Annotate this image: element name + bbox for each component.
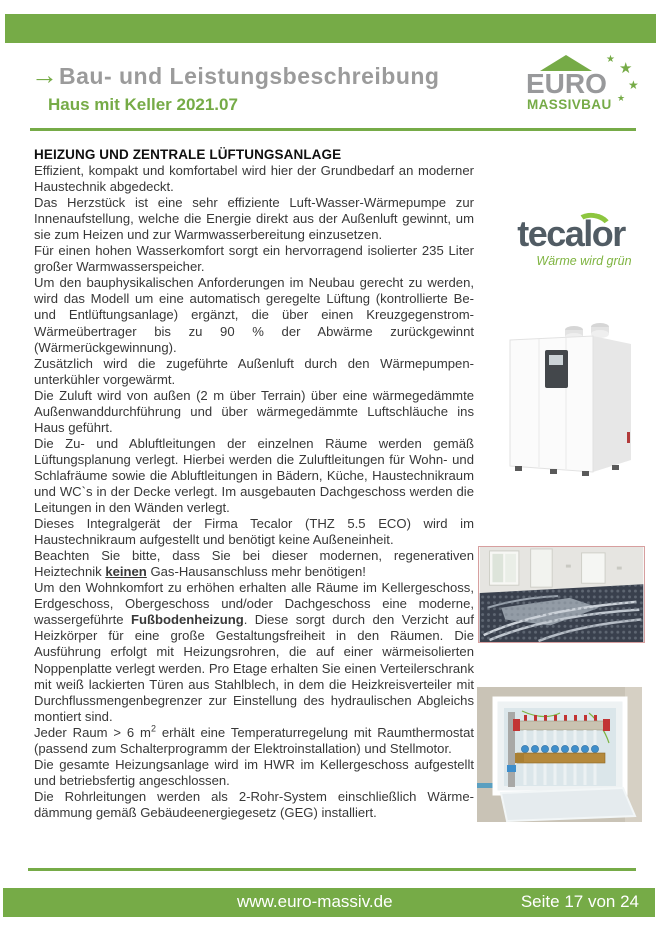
footer-divider: [28, 868, 636, 871]
heat-pump-illustration: [500, 318, 642, 486]
tecalor-wordmark: [517, 213, 625, 254]
tecalor-logo: [496, 213, 646, 268]
text-run: Die Zuluft wird von außen (2 m über Terrain) über eine wärmegedämmte Außenwanddurchführung und über wärmegedämmte Luftschläuche ins Haus geführt.: [34, 387, 474, 435]
paragraph: [34, 195, 474, 243]
paragraph: [34, 757, 474, 789]
title-line: [31, 60, 439, 91]
text-run: Gas-Hausanschluss mehr benötigen!: [146, 564, 366, 580]
paragraph: [34, 275, 474, 355]
header-divider: [30, 128, 636, 131]
page-title: Bau- und Leistungsbeschreibung: [59, 63, 440, 89]
text-run: Die Zu- und Abluftleitungen der einzelnen Räume werden gemäß Lüftungsplanung verlegt. Hierbei werden die Zuluftleitungen für Wohn- und Schlafräume sowie die Abluftleitungen in Bädern, Küche, Haustechnikraum und WC`s in der Decke verlegt. Im ausgebauten Dachgeschoss werden die Leitungen in den Wänden verlegt.: [34, 435, 474, 516]
star-icon: ★: [628, 78, 639, 92]
text-run: Dieses Integralgerät der Firma Tecalor (THZ 5.5 ECO) wird im Haustechnikraum aufgestellt und benötigt keine Außeneinheit.: [34, 516, 474, 548]
text-run: Das Herzstück ist eine sehr effiziente Luft-Wasser-Wärmepumpe zur Innenaufstellung, welche die Energie direkt aus der Außenluft gewinnt, um sie zum Heizen und zur Warmwasserbereitung einzusetzen.: [34, 195, 474, 243]
text-run: Beachten Sie bitte, dass Sie bei dieser modernen, regenerativen Heiztechnik: [34, 548, 474, 580]
text-run: keinen: [105, 564, 147, 580]
text-run: Für einen hohen Wasserkomfort sorgt ein hervorragend isolierter 235 Liter großer Warmwasserspeicher.: [34, 243, 474, 275]
arrow-icon: →: [31, 60, 58, 90]
text-run: erhält eine Temperaturregelung mit Raumthermostat (passend zum Schalterprogramm der Elektroinstallation) und Stellmotor.: [34, 724, 474, 756]
paragraph: [34, 163, 474, 195]
footer-bar: [3, 888, 655, 917]
footer-website: www.euro-massiv.de: [237, 892, 393, 911]
tecalor-tagline: Wärme wird grün: [536, 254, 632, 268]
body-text-column: [34, 147, 474, 821]
heating-manifold-illustration: [477, 687, 642, 822]
heat-pump-photo: [500, 318, 642, 486]
text-run: 2: [150, 723, 156, 734]
header: [31, 60, 439, 115]
paragraph: [34, 436, 474, 516]
logo-word: EURO: [526, 68, 607, 99]
euro-massivbau-logo: [526, 55, 646, 120]
paragraph: [34, 388, 474, 436]
paragraph: [34, 243, 474, 275]
paragraph: [34, 725, 474, 757]
star-icon: ★: [606, 54, 615, 65]
underfloor-heating-illustration: [479, 547, 644, 642]
paragraph: [34, 356, 474, 388]
paragraphs-container: [34, 163, 474, 821]
heating-manifold-photo: [477, 687, 642, 822]
star-icon: ★: [619, 60, 633, 77]
underfloor-heating-photo: [478, 546, 645, 643]
logo-subword: MASSIVBAU: [527, 97, 612, 112]
text-run: Die gesamte Heizungsanlage wird im HWR im Kellergeschoss aufgestellt und betriebsfertig angeschlossen.: [34, 756, 474, 788]
star-icon: ★: [617, 93, 626, 103]
text-run: Die Rohrleitungen werden als 2-Rohr-System einschließlich Wärmedämmung gemäß Gebäudeenergiegesetz (GEG) installiert.: [34, 788, 474, 820]
paragraph: [34, 516, 474, 548]
text-run: Zusätzlich wird die zugeführte Außenluft durch den Wärmepumpenunterkühler vorgewärmt.: [34, 355, 474, 387]
top-green-bar: [5, 14, 656, 43]
tecalor-wordmark-accent: c: [546, 213, 565, 254]
tecalor-wordmark-left: te: [517, 213, 547, 254]
footer-page-indicator: Seite 17 von 24: [520, 892, 639, 911]
text-run: Effizient, kompakt und komfortabel wird hier der Grundbedarf an moderner Haustechnik abgedeckt.: [34, 163, 474, 195]
text-run: Um den bauphysikalischen Anforderungen im Neubau gerecht zu werden, wird das Modell um eine automatisch geregelte Lüftung (kontrollierte Be- und Entlüftungsanlage) ergänzt, die über einen Kreuzgegenstrom-Wärmeübertrager bis zu 90 % der Abwärme zurückgewinnt (Wärmerückgewinnung).: [34, 275, 474, 355]
text-run: Jeder Raum > 6 m: [34, 724, 151, 740]
page-subtitle: Haus mit Keller 2021.07: [48, 95, 238, 114]
text-run: Um den Wohnkomfort zu erhöhen erhalten alle Räume im Kellergeschoss, Erdgeschoss, Obergeschoss und/oder Dachgeschoss eine moderne, wassergeführte: [34, 580, 474, 628]
text-run: Fußbodenheizung: [130, 612, 244, 628]
text-run: . Diese sorgt durch den Verzicht auf Heizkörper für eine große Gestaltungsfreiheit in den Räumen. Die Ausführung erfolgt mit Heizungsrohren, die auf einer wärmeisolierten Noppenplatte verlegt werden. Pro Etage erhalten Sie einen Verteilerschrank mit weiß lackierten Türen aus Stahlblech, in dem die Heizkreisverteiler mit Durchflussmengenbegrenzer zur Einstellung des hydraulischen Abgleichs montiert sind.: [34, 612, 474, 724]
paragraph: [34, 789, 474, 821]
tecalor-wordmark-right: alor: [564, 213, 625, 254]
section-heading: HEIZUNG UND ZENTRALE LÜFTUNGSANLAGE: [34, 147, 342, 162]
paragraph: [34, 548, 474, 580]
paragraph: [34, 580, 474, 724]
